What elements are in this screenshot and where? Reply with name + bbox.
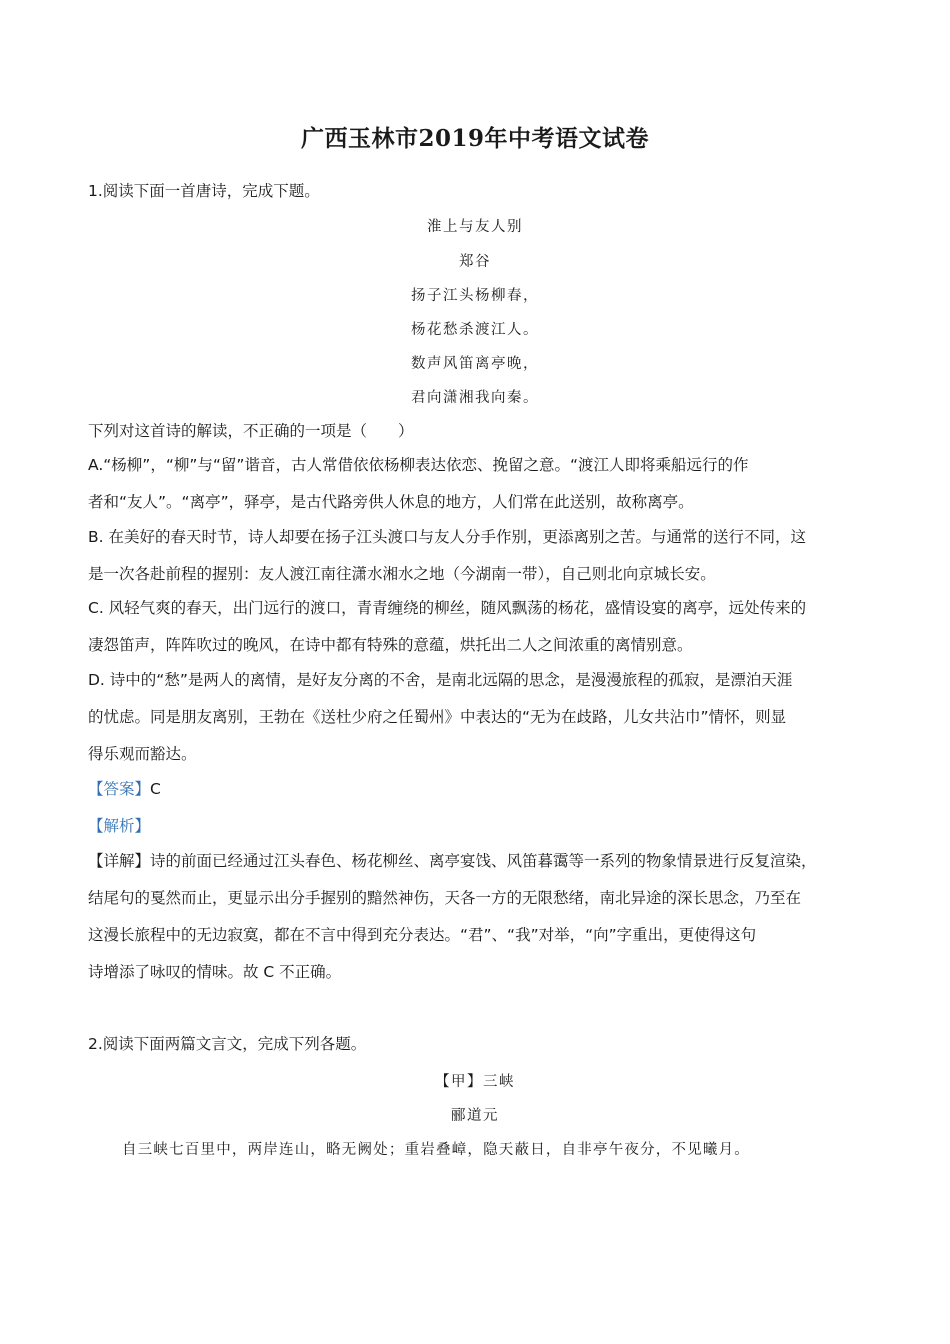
option-d-line: D. 诗中的“愁”是两人的离情，是好友分离的不舍，是南北远隔的思念，是漫漫旅程的孤寂，是漂泊天涯 — [88, 671, 793, 689]
question-1-prompt: 1.阅读下面一首唐诗，完成下题。 — [88, 182, 320, 200]
option-d-line: 得乐观而豁达。 — [88, 745, 197, 763]
poem-line: 君向潇湘我向秦。 — [411, 390, 539, 406]
option-a-line: 者和“友人”。“离亭”，驿亭，是古代路旁供人休息的地方，人们常在此送别，故称离亭。 — [88, 493, 694, 511]
detail-line: 诗增添了咏叹的情味。故 C 不正确。 — [88, 963, 342, 981]
analysis-tag: 【解析】 — [88, 817, 151, 835]
question-1-stem: 下列对这首诗的解读，不正确的一项是（ ） — [88, 422, 414, 440]
option-b-line: 是一次各赴前程的握别：友人渡江南往潇水湘水之地（今湖南一带），自己则北向京城长安。 — [88, 565, 716, 583]
detail-line: 结尾句的戛然而止，更显示出分手握别的黯然神伤，天各一方的无限愁绪，南北异途的深长思念，乃至在 — [88, 889, 802, 907]
question-2-prompt: 2.阅读下面两篇文言文，完成下列各题。 — [88, 1035, 367, 1053]
answer-row — [88, 778, 161, 800]
page-title: 广西玉林市2019年中考语文试卷 — [300, 125, 649, 152]
option-d-line: 的忧虑。同是朋友离别，王勃在《送杜少府之任蜀州》中表达的“无为在歧路，儿女共沾巾”情怀，则显 — [88, 708, 787, 726]
detail-line: 【详解】诗的前面已经通过江头春色、杨花柳丝、离亭宴饯、风笛暮霭等一系列的物象情景进行反复渲染， — [88, 852, 817, 870]
text-paragraph-line: 自三峡七百里中，两岸连山，略无阙处；重岩叠嶂，隐天蔽日，自非亭午夜分，不见曦月。 — [122, 1142, 750, 1158]
poem-line: 杨花愁杀渡江人。 — [411, 322, 539, 338]
option-a-line: A.“杨柳”，“柳”与“留”谐音，古人常借依依杨柳表达依恋、挽留之意。“渡江人即将乘船远行的作 — [88, 456, 749, 474]
text-author: 郦道元 — [451, 1108, 499, 1124]
poem-title: 淮上与友人别 — [427, 219, 523, 235]
option-c-line: 凄怨笛声，阵阵吹过的晚风，在诗中都有特殊的意蕴，烘托出二人之间浓重的离情别意。 — [88, 636, 693, 654]
answer-tag: 【答案】 — [88, 780, 151, 798]
poem-line: 扬子江头杨柳春， — [411, 288, 539, 304]
option-b-line: B. 在美好的春天时节，诗人却要在扬子江头渡口与友人分手作别，更添离别之苦。与通常的送行不同，这 — [88, 528, 806, 546]
option-c-line: C. 风轻气爽的春天，出门远行的渡口，青青缠绕的柳丝，随风飘荡的杨花，盛情设宴的离亭，远处传来的 — [88, 599, 807, 617]
text-title: 【甲】三峡 — [435, 1074, 515, 1090]
detail-line: 这漫长旅程中的无边寂寞，都在不言中得到充分表达。“君”、“我”对举，“向”字重出，更使得这句 — [88, 926, 757, 944]
answer-value: C — [150, 780, 161, 798]
poem-line: 数声风笛离亭晚， — [411, 356, 539, 372]
poem-author: 郑谷 — [459, 254, 491, 270]
